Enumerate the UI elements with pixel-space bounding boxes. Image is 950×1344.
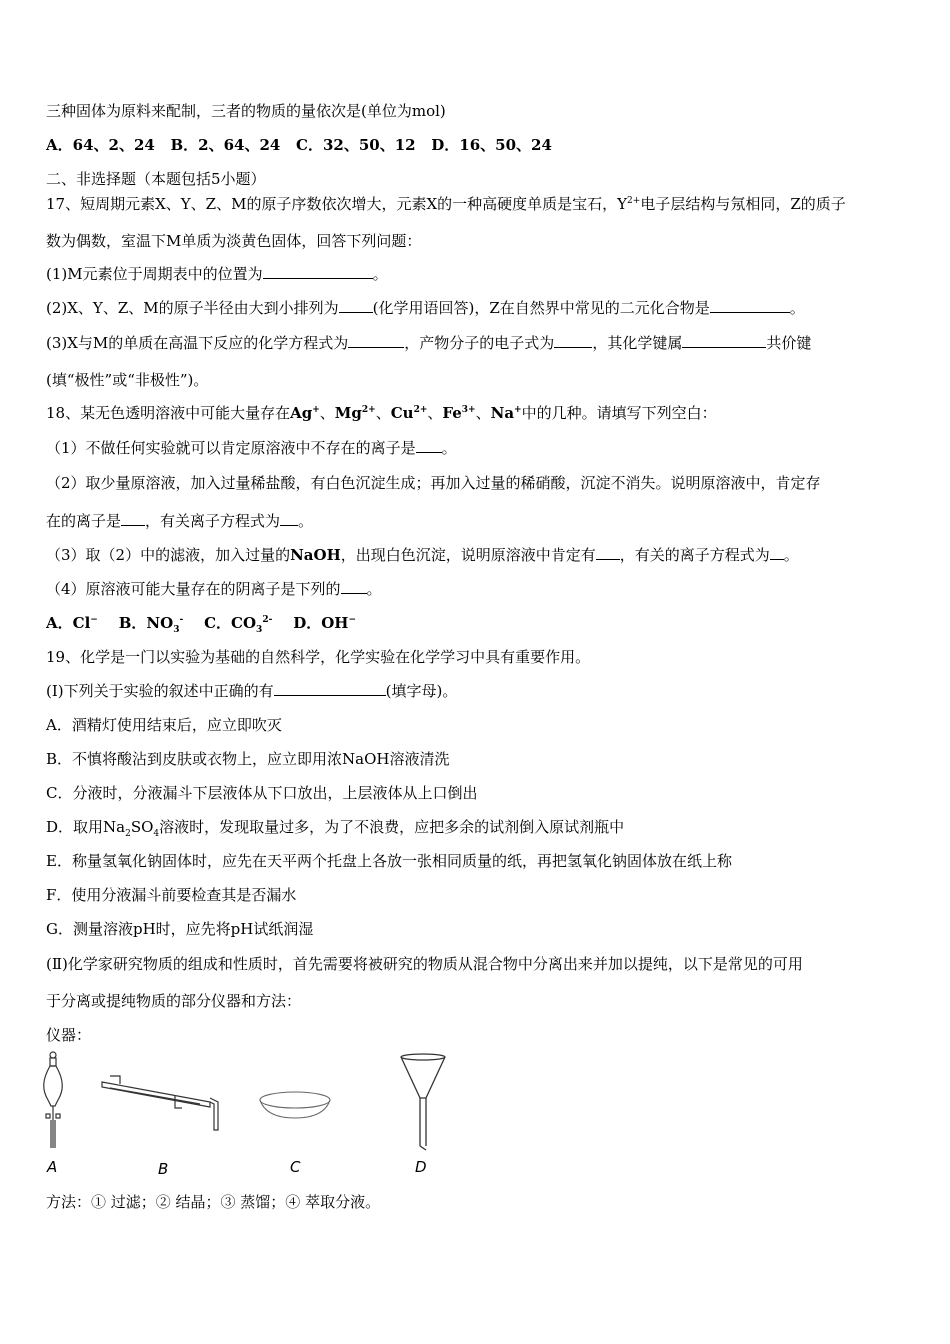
q18-stem: 18、某无色透明溶液中可能大量存在Ag+、$Mg^{2+}$、$Cu^{2+}$、$Fe^{3+}$、Na+中的几种。请填写下列空白： xyxy=(46,404,717,422)
q18-part2-line1: （2）取少量原溶液，加入过量稀盐酸，有白色沉淀生成；再加入过量的稀硝酸，沉淀不消失。说明原溶液中，肯定存 xyxy=(46,474,821,492)
answer-blank[interactable] xyxy=(339,298,373,313)
q19-option-g: G．测量溶液pH时，应先将pH试纸润湿 xyxy=(46,920,314,938)
answer-blank[interactable] xyxy=(416,438,442,453)
answer-blank[interactable] xyxy=(280,511,298,526)
label-d: D xyxy=(415,1158,427,1176)
funnel-icon xyxy=(401,1054,445,1150)
ion-mg: $Mg^{2+}$ xyxy=(334,404,376,422)
q16-stem-tail: 三种固体为原料来配制，三者的物质的量依次是(单位为mol) xyxy=(46,102,446,120)
q17-part1: (1)M元素位于周期表中的位置为 。 xyxy=(46,265,388,283)
q16-option-d: D．16、50、24 xyxy=(431,136,552,154)
q19-option-f: F．使用分液漏斗前要检查其是否漏水 xyxy=(46,886,297,904)
answer-blank[interactable] xyxy=(710,298,790,313)
label-a: A xyxy=(47,1158,58,1176)
q17-part2: (2)X、Y、Z、M的原子半径由大到小排列为 (化学用语回答)，Z在自然界中常见的二元化合物是 。 xyxy=(46,299,805,317)
q19-option-c: C．分液时，分液漏斗下层液体从下口放出，上层液体从上口倒出 xyxy=(46,784,478,802)
evaporating-dish-icon xyxy=(260,1092,330,1118)
answer-blank[interactable] xyxy=(682,333,766,348)
answer-blank[interactable] xyxy=(348,333,404,348)
answer-blank[interactable] xyxy=(274,681,386,696)
q18-option-d: D．OH− xyxy=(293,614,356,632)
q19-part2-line1: (Ⅱ)化学家研究物质的组成和性质时，首先需要将被研究的物质从混合物中分离出来并加以提纯，以下是常见的可用 xyxy=(46,955,803,973)
q19-option-d: D．取用$Na_2SO_4$溶液时，发现取量过多，为了不浪费，应把多余的试剂倒入原试剂瓶中 xyxy=(46,818,625,839)
q19-option-a: A．酒精灯使用结束后，应立即吹灭 xyxy=(46,716,282,734)
instruments-label: 仪器： xyxy=(46,1026,92,1044)
answer-blank[interactable] xyxy=(554,333,592,348)
q18-options xyxy=(46,613,356,633)
q18-part4: （4）原溶液可能大量存在的阴离子是下列的 。 xyxy=(46,580,382,598)
q18-option-a: A．Cl− xyxy=(46,614,98,632)
ion-na: Na+ xyxy=(490,404,522,422)
q17-part3: (3)X与M的单质在高温下反应的化学方程式为 ，产物分子的电子式为 ，其化学键属 共价键 xyxy=(46,334,812,352)
ion-ag: Ag+ xyxy=(290,404,320,422)
q18-option-c: C．$CO_3^{2-}$ xyxy=(204,614,273,635)
ion-fe: $Fe^{3+}$ xyxy=(442,404,476,422)
q19-part2-line2: 于分离或提纯物质的部分仪器和方法： xyxy=(46,992,302,1010)
q19-option-b: B．不慎将酸沾到皮肤或衣物上，应立即用浓NaOH溶液清洗 xyxy=(46,750,450,768)
q18-option-b: B．$NO_3^-$ xyxy=(118,614,184,635)
section-title: 二、非选择题（本题包括5小题） xyxy=(46,170,266,188)
answer-blank[interactable] xyxy=(770,545,784,560)
answer-blank[interactable] xyxy=(341,579,367,594)
q19-stem: 19、化学是一门以实验为基础的自然科学，化学实验在化学学习中具有重要作用。 xyxy=(46,648,591,666)
q19-part1: (Ⅰ)下列关于实验的叙述中正确的有 (填字母)。 xyxy=(46,682,458,700)
q16-option-b: B．2、64、24 xyxy=(170,136,281,154)
condenser-icon xyxy=(102,1076,218,1130)
label-b: B xyxy=(158,1160,169,1178)
q16-option-c: C．32、50、12 xyxy=(296,136,416,154)
separatory-funnel-icon xyxy=(44,1052,63,1148)
methods-line: 方法：① 过滤；② 结晶；③ 蒸馏；④ 萃取分液。 xyxy=(46,1193,381,1211)
q17-part3-note: (填“极性”或“非极性”)。 xyxy=(46,371,209,389)
q17-stem-line2: 数为偶数，室温下M单质为淡黄色固体，回答下列问题： xyxy=(46,232,422,250)
ion-cu: $Cu^{2+}$ xyxy=(390,404,428,422)
q16-options xyxy=(46,135,552,155)
q18-part3: （3）取（2）中的滤液，加入过量的NaOH，出现白色沉淀，说明原溶液中肯定有 ，有关的离子方程式为 。 xyxy=(46,546,799,564)
q17-stem-line1: 17、短周期元素X、Y、Z、M的原子序数依次增大，元素X的一种高硬度单质是宝石，$Y^{2+}$电子层结构与氖相同，Z的质子 xyxy=(46,195,846,213)
q19-option-e: E．称量氢氧化钠固体时，应先在天平两个托盘上各放一张相同质量的纸，再把氢氧化钠固体放在纸上称 xyxy=(46,852,732,870)
q18-part1: （1）不做任何实验就可以肯定原溶液中不存在的离子是 。 xyxy=(46,439,457,457)
label-c: C xyxy=(290,1158,301,1176)
answer-blank[interactable] xyxy=(121,511,145,526)
q18-part2-line2: 在的离子是 ，有关离子方程式为 。 xyxy=(46,512,314,530)
instruments-svg xyxy=(40,1050,460,1160)
instruments-figure xyxy=(40,1050,460,1180)
q16-option-a: A．64、2、24 xyxy=(46,136,155,154)
answer-blank[interactable] xyxy=(596,545,620,560)
answer-blank[interactable] xyxy=(263,264,373,279)
